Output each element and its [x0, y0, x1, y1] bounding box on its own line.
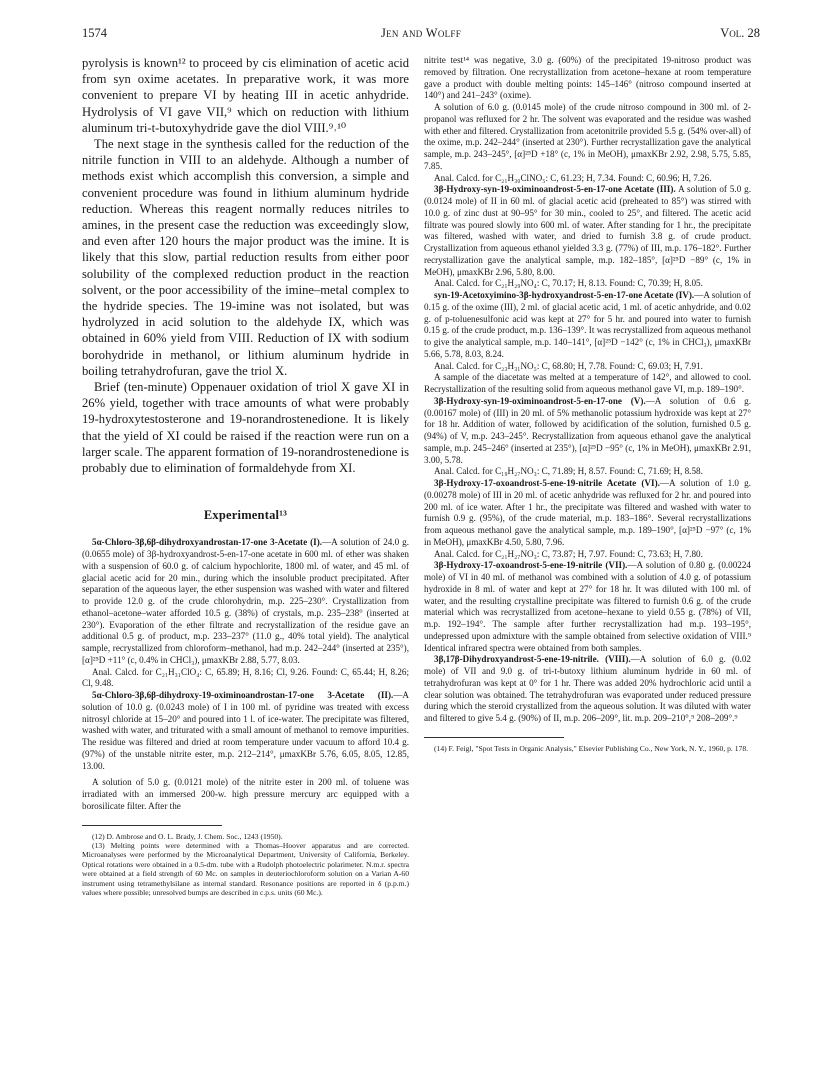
procedure-compound-i — [82, 537, 409, 666]
intro-paragraph-1: pyrolysis is known¹² to proceed by cis elimination of acetic acid from syn oxime acetates. In preparative work, it was more convenient to prepare VI by heating III in acetic anhydride. Hydrolysis of VI gave VII,⁹ which on reduction with lithium aluminum tri-t-butoxyhydride gave the diol VIII.⁹˒¹⁰ — [82, 56, 409, 135]
compound-title: 3β-Hydroxy-17-oxoandrost-5-ene-19-nitrile (VII). — [434, 560, 628, 571]
procedure-text: —A solution of 10.0 g. (0.0243 mole) of I in 100 ml. of pyridine was treated with excess nitrosyl chloride at 15–20° and poured into 1 l. of ice-water. The precipitate was filtered, washed with water, and triturated with a small amount of methanol to remove impurities. The residue was filtered and dried at room temperature under vacuum to afford 10.4 g. (97%) of the unstable nitrite ester, m.p. 212–214°, μmaxKBr 5.76, 6.05, 8.05, 12.85, 13.00. — [82, 690, 409, 771]
compound-title: 5α-Chloro-3β,6β-dihydroxy-19-oximinoandrostan-17-one 3-Acetate (II). — [92, 690, 394, 701]
procedure-compound-vi — [424, 478, 751, 549]
procedure-compound-iv — [424, 290, 751, 361]
procedure-text: —A solution of 1.0 g. (0.00278 mole) of III in 20 ml. of acetic anhydride was refluxed for 2 hr. and poured into 200 ml. of ice water. After 1 hr., the precipitate was filtered and washed with water to furnish 0.9 g. (95%), of the crude material, m.p. 183–186°. Several recrystallizations from aqueous methanol gave the analytical sample, m.p. 189–190°, [α]²⁵D −97° (c, 1% in MeOH), μmaxKBr 4.50, 5.80, 7.96. — [424, 478, 751, 547]
page-number: 1574 — [82, 26, 107, 40]
compound-title: 3β-Hydroxy-syn-19-oximinoandrost-5-en-17-one Acetate (III). — [434, 184, 676, 195]
procedure-compound-viii — [424, 654, 751, 725]
footnote-divider — [82, 825, 222, 826]
left-column — [82, 55, 409, 897]
experimental-heading: Experimental¹³ — [203, 508, 288, 523]
analysis-compound-i: Anal. Calcd. for C₂₁H₃₁ClO₄: C, 65.89; H, 8.16; Cl, 9.26. Found: C, 65.44; H, 8.26; Cl, 9.48. — [82, 666, 409, 689]
analysis-compound-v: Anal. Calcd. for C₁₉H₂₇NO₃: C, 71.89; H, 8.57. Found: C, 71.69; H, 8.58. — [434, 466, 703, 477]
compound-title: 3β-Hydroxy-syn-19-oximinoandrost-5-en-17-one (V). — [434, 395, 646, 406]
procedure-compound-iii — [424, 184, 751, 278]
procedure-diacetate: A sample of the diacetate was melted at a temperature of 142°, and allowed to cool. Recrystallization of the resulting solid from aqueous methanol gave VI, m.p. 189–190°. — [424, 372, 751, 394]
footnote-14: (14) F. Feigl, "Spot Tests in Organic Analysis," Elsevier Publishing Co., New York, N. Y., 1960, p. 178. — [434, 743, 749, 753]
procedure-text: —A solution of 0.6 g. (0.00167 mole) of (III) in 20 ml. of 5% methanolic potassium hydroxide was kept at 27° for 18 hr. Addition of water, followed by acidification of the solution, furnished 0.5 g. (94%) of V, m.p. 243–245°. Recrystallization from aqueous ethanol gave the analytical sample, m.p. 245–246° (inserted at 235°), [α]²⁵D −95° (c, 1% in MeOH), μmaxKBr 2.91, 3.00, 5.78. — [424, 395, 751, 465]
procedure-compound-v — [424, 396, 751, 467]
compound-title: 5α-Chloro-3β,6β-dihydroxyandrostan-17-one 3-Acetate (I). — [92, 537, 323, 548]
footnote-13: (13) Melting points were determined with a Thomas–Hoover apparatus and are corrected. Microanalyses were performed by the Microanalytical Department, University of California, Berkeley. Optical rotations were obtained in a 0.5-dm. tube with a Rudolph photoelectric polarimeter. N.m.r. spectra were obtained at a field strength of 60 Mc. on samples in deuteriochloroform solution on a Varian A-60 instrument using tetramethylsilane as internal standard. Resonance positions are reported in δ (p.p.m.) values where possible; unresolved bumps are described in c.p.s. units (60 Mc.). — [82, 840, 409, 897]
compound-title: 3β,17β-Dihydroxyandrost-5-ene-19-nitrile. (VIII). — [434, 654, 631, 665]
procedure-text: —A solution of 0.15 g. of the oxime (III), 2 ml. of glacial acetic acid, 1 ml. of acetic anhydride, and 0.02 g. of p-toluenesulfonic acid was kept at 27° for 5 hr. and poured into water to furnish 0.15 g. of the crude product, m.p. 136–139°. It was recrystallized from aqueous methanol to give the analytical sample, m.p. 140–141°, [α]²⁵D −142° (c, 1% in CHCl₃), μmaxKBr 5.66, 5.78, 8.03, 8.24. — [424, 290, 751, 359]
procedure-oxime: A solution of 6.0 g. (0.0145 mole) of the crude nitroso compound in 300 ml. of 2-propanol was refluxed for 2 hr. The solvent was evaporated and the residue was washed with ether and filtered. Crystallization from acetonitrile provided 5.5 g. (54% over-all) of the oxime, m.p. 242–244° (inserted at 230°). Further recrystallization gave the analytical sample, m.p. 243–245°, [α]²⁵D +18° (c, 1% in MeOH), μmaxKBr 2.92, 2.98, 5.75, 5.85, 7.85. — [424, 102, 751, 171]
procedure-text: —A solution of 6.0 g. (0.02 mole) of VII and 9.0 g. of tri-t-butoxy lithium aluminum hydride in 60 ml. of tetrahydrofuran was kept at 0° for 1 hr. There was added 20% hydrochloric acid until a clear solution was obtained. The tetrahydrofuran was evaporated under reduced pressure during which the steroid crystallized from the aqueous solution. It was diluted with water and filtered to give 5.4 g. (90%) of II, m.p. 206–209°, lit. m.p. 209–210°,⁹ 208–209°.⁹ — [424, 654, 751, 723]
procedure-text: —A solution of 24.0 g. (0.0655 mole) of 3β-hydroxyandrost-5-en-17-one acetate in 600 ml. of ether was shaken with a suspension of 60.0 g. of calcium hypochlorite, 1800 ml. of water, and 45 ml. of glacial acetic acid for 20 min., during which the insoluble product precipitated. After separation of the aqueous layer, the ether suspension was washed with water and filtered to provide 12.0 g. of the crude chlorohydrin, m.p. 225–230°. Crystallization from ethanol–acetone–water afforded 10.5 g. (38%) of crystals, m.p. 235–238° (inserted at 230°). Evaporation of the ether filtrate and recrystallization of the residue gave an additional 0.5 g. of product, m.p. 233–237° (11.0 g., 40% total yield). The analytical sample, recrystallized from chloroform–methanol, had m.p. 242–244° (inserted at 235°), [α]²⁵D +11° (c, 0.4% in CHCl₃), μmaxKBr 2.88, 5.77, 8.03. — [82, 537, 409, 665]
intro-paragraph-3: Brief (ten-minute) Oppenauer oxidation of triol X gave XI in 26% yield, together with trace amounts of what were probably 19-hydroxytestosterone and 19-norandrostenedione. It is likely that the yield of XI could be raised if the reaction were run on a larger scale. The apparent formation of 19-norandrostenedione is probably due to elimination of formaldehyde from XI. — [82, 380, 409, 476]
analysis-oxime: Anal. Calcd. for C₂₁H₃₀ClNO₅: C, 61.23; H, 7.34. Found: C, 60.96; H, 7.26. — [434, 172, 712, 183]
procedure-text: A solution of 5.0 g. (0.0124 mole) of II in 60 ml. of glacial acetic acid (preheated to 85°) was stirred with 10.0 g. of zinc dust at 90–95° for 30 min., cooled to 25°, and filtered. The acetic acid filtrate was poured slowly into 600 ml. of water. After standing for 1 hr., the precipitate was filtered, washed with water, and dried to furnish 3.8 g. of crude product. Crystallization from aqueous ethanol yielded 3.3 g. (77%) of III, m.p. 176–182°. Further recrystallization gave the analytical sample, m.p. 182–185°, [α]²⁵D −89° (c, 1% in MeOH), μmaxKBr 2.96, 5.80, 8.00. — [424, 184, 751, 277]
footnote-divider — [424, 737, 564, 738]
volume-label: Vol. 28 — [720, 26, 760, 40]
compound-title: syn-19-Acetoxyimino-3β-hydroxyandrost-5-en-17-one Acetate (IV). — [434, 290, 695, 300]
analysis-compound-vi: Anal. Calcd. for C₂₁H₂₇NO₃: C, 73.87; H, 7.97. Found: C, 73.63; H, 7.80. — [434, 548, 703, 559]
footnote-12: (12) D. Ambrose and O. L. Brady, J. Chem. Soc., 1243 (1950). — [92, 831, 283, 841]
procedure-text: —A solution of 0.80 g. (0.00224 mole) of VI in 40 ml. of methanol was combined with a solution of 4.0 g. of potassium hydroxide in 8 ml. of water and kept at 27° for 18 hr. It was diluted with 100 ml. of water, and the resulting crystalline precipitate was filtered to furnish 0.6 g. of the crude material which was recrystallized from acetone–hexane to yield 0.55 g. (78%) of VII, m.p. 192–194°. The sample after further recrystallization had m.p. 193–195°, undepressed upon admixture with the sample obtained from selective oxidation of VIII.⁹ Identical infrared spectra were obtained from both samples. — [424, 560, 751, 653]
right-column — [424, 55, 751, 753]
procedure-nitroso: nitrite test¹⁴ was negative, 3.0 g. (60%) of the precipitated 19-nitroso product was removed by filtration. One recrystallization from acetone–hexane at room temperature gave a product with double melting points: 145–146° (nitroso compound inserted at 140°) and 241–243° (oxime). — [424, 55, 751, 101]
procedure-compound-ii — [82, 690, 409, 772]
compound-title: 3β-Hydroxy-17-oxoandrost-5-ene-19-nitrile Acetate (VI). — [434, 478, 660, 488]
analysis-compound-iii: Anal. Calcd. for C₂₁H₂₉NO₄: C, 70.17; H, 8.13. Found: C, 70.39; H, 8.05. — [434, 278, 703, 289]
running-title: Jen and Wolff — [380, 26, 462, 40]
procedure-compound-vii — [424, 560, 751, 654]
page-header — [82, 26, 760, 46]
intro-paragraph-2: The next stage in the synthesis called for the reduction of the nitrile function in VIII to an aldehyde. Although a number of methods exist which accomplish this conversion, a simple and convenient procedure was found in lithium aluminum hydride reduction. Whereas this reagent normally reduces nitriles to amines, in the present case the reduction was exceedingly slow, and even after 120 hours the major product was the imine. It is likely that this slow, partial reduction results from either poor solubility of the complexed reduction product in the reaction solvent, or the poor accessibility of the imine–metal complex to the hydride species. The 19-imine was not isolated, but was hydrolyzed in acid solution to the aldehyde IX, which was obtained in 60% yield from VIII. Reduction of IX with sodium borohydride in methanol, or lithium aluminum hydride in boiling tetrahydrofuran, gave the triol X. — [82, 137, 409, 378]
analysis-compound-iv: Anal. Calcd. for C₂₃H₃₁NO₅: C, 68.80; H, 7.78. Found: C, 69.03; H, 7.91. — [434, 360, 703, 371]
procedure-irradiation: A solution of 5.0 g. (0.0121 mole) of the nitrite ester in 200 ml. of toluene was irradiated with an immersed 200-w. high pressure mercury arc equipped with a borosilicate filter. After the — [82, 777, 409, 811]
